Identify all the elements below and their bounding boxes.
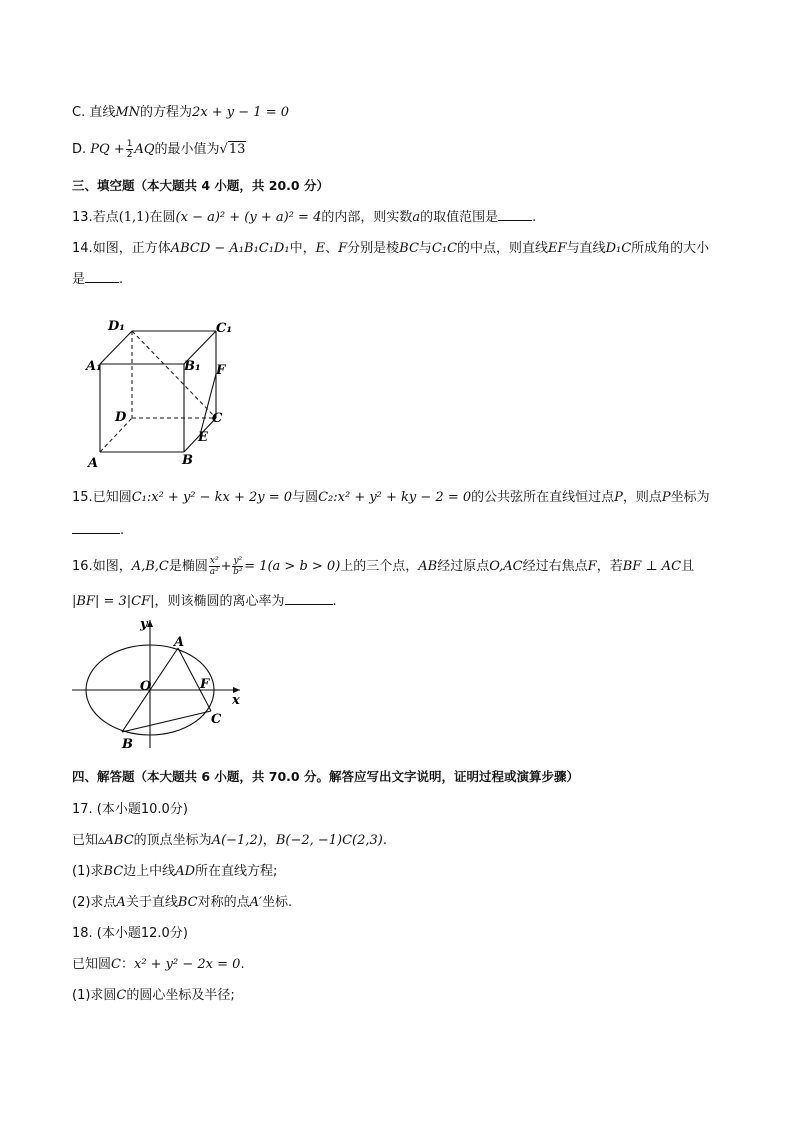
question-15-line2 (72, 521, 124, 540)
text: ，则该椭圆的离心率为 (154, 594, 285, 609)
text: ， (262, 833, 276, 848)
question-17-part2 (72, 894, 292, 912)
text: 与直线 (566, 241, 606, 256)
text: . (119, 272, 124, 287)
text: 所在直线方程; (195, 864, 278, 879)
text: 且 (681, 559, 695, 574)
equation-rhs: = 1(a > b > 0) (244, 559, 341, 574)
text: 的最小值为 (154, 142, 220, 157)
text: (2)求点 (72, 895, 117, 910)
label-c: C (212, 411, 223, 426)
text: 的方程为 (140, 105, 193, 120)
radicand: 13 (228, 142, 246, 157)
option-d-label: D. (72, 142, 87, 157)
math-triangle: ▵ABC (98, 833, 134, 848)
text: 边上中线 (123, 864, 176, 879)
text: 分别是棱 (347, 241, 400, 256)
question-13 (72, 208, 536, 227)
text: ，若 (596, 559, 623, 574)
text: 的公共弦所在直线恒过点 (471, 490, 615, 505)
option-c (72, 104, 289, 122)
text: . (532, 210, 537, 225)
label-f: F (216, 363, 226, 378)
label-c: C (211, 712, 222, 727)
text: 坐标. (261, 895, 293, 910)
equation: 2x + y − 1 = 0 (192, 105, 290, 120)
question-number: 13. (72, 210, 93, 225)
question-16-line2 (72, 592, 337, 611)
math-a-prime: A′ (249, 895, 262, 910)
cube-figure (84, 312, 244, 472)
text: 若点 (92, 210, 119, 225)
fraction-numerator: y² (233, 556, 243, 566)
label-a1: A₁ (86, 359, 102, 374)
text: (1)求圆 (72, 988, 117, 1003)
label-e: E (198, 430, 208, 445)
text: ： (120, 957, 134, 972)
math-c1: C₁: (131, 490, 152, 505)
question-14 (72, 240, 709, 258)
math-ef: EF (548, 241, 567, 256)
math-bc: BC (399, 241, 419, 256)
fraction-numerator: x² (209, 556, 219, 566)
text: 经过右焦点 (522, 559, 588, 574)
text: . (332, 594, 337, 609)
math-aq: AQ (134, 142, 155, 157)
text: 关于直线 (125, 895, 178, 910)
math-bc: BC (177, 895, 198, 910)
math-c1c: C₁C (431, 241, 458, 256)
math-cube: ABCD − A₁B₁C₁D₁ (170, 241, 290, 256)
option-c-label: C. 直线 (72, 105, 116, 120)
math-oac: O,AC (489, 559, 523, 574)
section-heading-3: 三、填空题（本大题共 4 小题，共 20.0 分） (72, 178, 329, 193)
fraction-half (126, 139, 134, 160)
math-p: P (614, 490, 623, 505)
math-point-b: B(−2, −1) (275, 833, 343, 848)
equation-2: x² + y² + ky − 2 = 0 (337, 490, 472, 505)
text: 与 (418, 241, 432, 256)
plus-sign: + (220, 559, 232, 574)
question-17-head: 17. (本小题10.0分) (72, 802, 188, 817)
text: 经过原点 (437, 559, 490, 574)
question-16 (72, 556, 694, 577)
text: . (240, 957, 245, 972)
equation: x² + y² − 2x = 0 (133, 957, 241, 972)
math-p: P (661, 490, 671, 505)
text: 已知圆 (72, 957, 112, 972)
equation-1: x² + y² − kx + 2y = 0 (151, 490, 293, 505)
math-a: a (412, 210, 421, 225)
fraction-y (232, 556, 243, 577)
answer-blank (85, 270, 119, 283)
math-f: F (587, 559, 597, 574)
text: 上的三个点， (340, 559, 419, 574)
text: 的中点，则直线 (457, 241, 549, 256)
question-17-stem (72, 832, 387, 850)
label-a: A (174, 635, 185, 650)
math-a: A (116, 895, 126, 910)
label-o: O (140, 679, 152, 694)
math-d1c: D₁C (605, 241, 632, 256)
answer-blank (72, 521, 120, 534)
math-c: C (111, 957, 121, 972)
fraction-denominator: 2 (126, 150, 133, 160)
axis-label-x: x (232, 693, 240, 708)
text: 已知 (72, 833, 99, 848)
fraction-denominator: a² (209, 567, 219, 577)
question-number: 15. (72, 490, 93, 505)
math-c2: C₂: (318, 490, 338, 505)
text: 如图，正方体 (92, 241, 171, 256)
question-14-line2 (72, 270, 123, 289)
label-b: B (122, 737, 133, 752)
section-heading-4: 四、解答题（本大题共 6 小题，共 70.0 分。解答应写出文字说明，证明过程或演算步骤） (72, 769, 579, 784)
text: 是 (72, 272, 86, 287)
math-bc: BC (103, 864, 124, 879)
text: 在圆 (149, 210, 176, 225)
text: 、 (325, 241, 339, 256)
question-17-part1 (72, 863, 277, 881)
math-ad: AD (175, 864, 195, 879)
question-number: 14. (72, 241, 93, 256)
question-18-stem (72, 956, 245, 974)
math-mn: MN (115, 105, 141, 120)
math-c: C (116, 988, 127, 1003)
equation: (x − a)² + (y + a)² = 4 (175, 210, 322, 225)
question-15 (72, 489, 710, 507)
answer-blank (285, 592, 333, 605)
text: ，则点 (622, 490, 662, 505)
text: (1)求 (72, 864, 104, 879)
text: 坐标为 (670, 490, 710, 505)
text: 与圆 (292, 490, 319, 505)
text: 已知圆 (92, 490, 132, 505)
text: 的圆心坐标及半径; (126, 988, 235, 1003)
math-perp: BF ⊥ AC (622, 559, 682, 574)
text: 对称的点 (197, 895, 250, 910)
math-ab: AB (418, 559, 438, 574)
text: 如图， (92, 559, 132, 574)
math-point-c: C(2,3) (342, 833, 383, 848)
equation: |BF| = 3|CF| (72, 594, 155, 609)
text: 的内部，则实数 (321, 210, 413, 225)
math-point: (1,1) (118, 210, 150, 225)
math-e: E (315, 241, 326, 256)
ellipse-figure (70, 614, 250, 754)
axis-label-y: y (140, 617, 148, 632)
label-f: F (200, 677, 210, 692)
fraction-x (209, 556, 220, 577)
label-a: A (88, 456, 99, 471)
question-number: 16. (72, 559, 93, 574)
math-pq: PQ + (90, 142, 125, 157)
math-abc: A,B,C (131, 559, 169, 574)
label-d: D (115, 410, 127, 425)
label-c1: C₁ (216, 321, 233, 336)
text: 所成角的大小 (631, 241, 710, 256)
text: 的顶点坐标为 (133, 833, 212, 848)
question-18-head: 18. (本小题12.0分) (72, 926, 188, 941)
label-b1: B₁ (184, 359, 201, 374)
math-point-a: A(−1,2) (211, 833, 263, 848)
text: 的取值范围是 (420, 210, 499, 225)
option-d (72, 139, 246, 160)
fraction-numerator: 1 (126, 139, 133, 149)
text: 中， (289, 241, 316, 256)
label-d1: D₁ (108, 319, 125, 334)
sqrt-icon: √ (219, 142, 228, 157)
label-b: B (182, 453, 193, 468)
text: . (120, 523, 125, 538)
question-18-part1 (72, 987, 235, 1005)
y-arrow-icon (147, 620, 153, 627)
text: 是椭圆 (168, 559, 208, 574)
fraction-denominator: b² (233, 567, 243, 577)
text: . (382, 833, 388, 848)
answer-blank (498, 208, 532, 221)
math-f: F (338, 241, 348, 256)
